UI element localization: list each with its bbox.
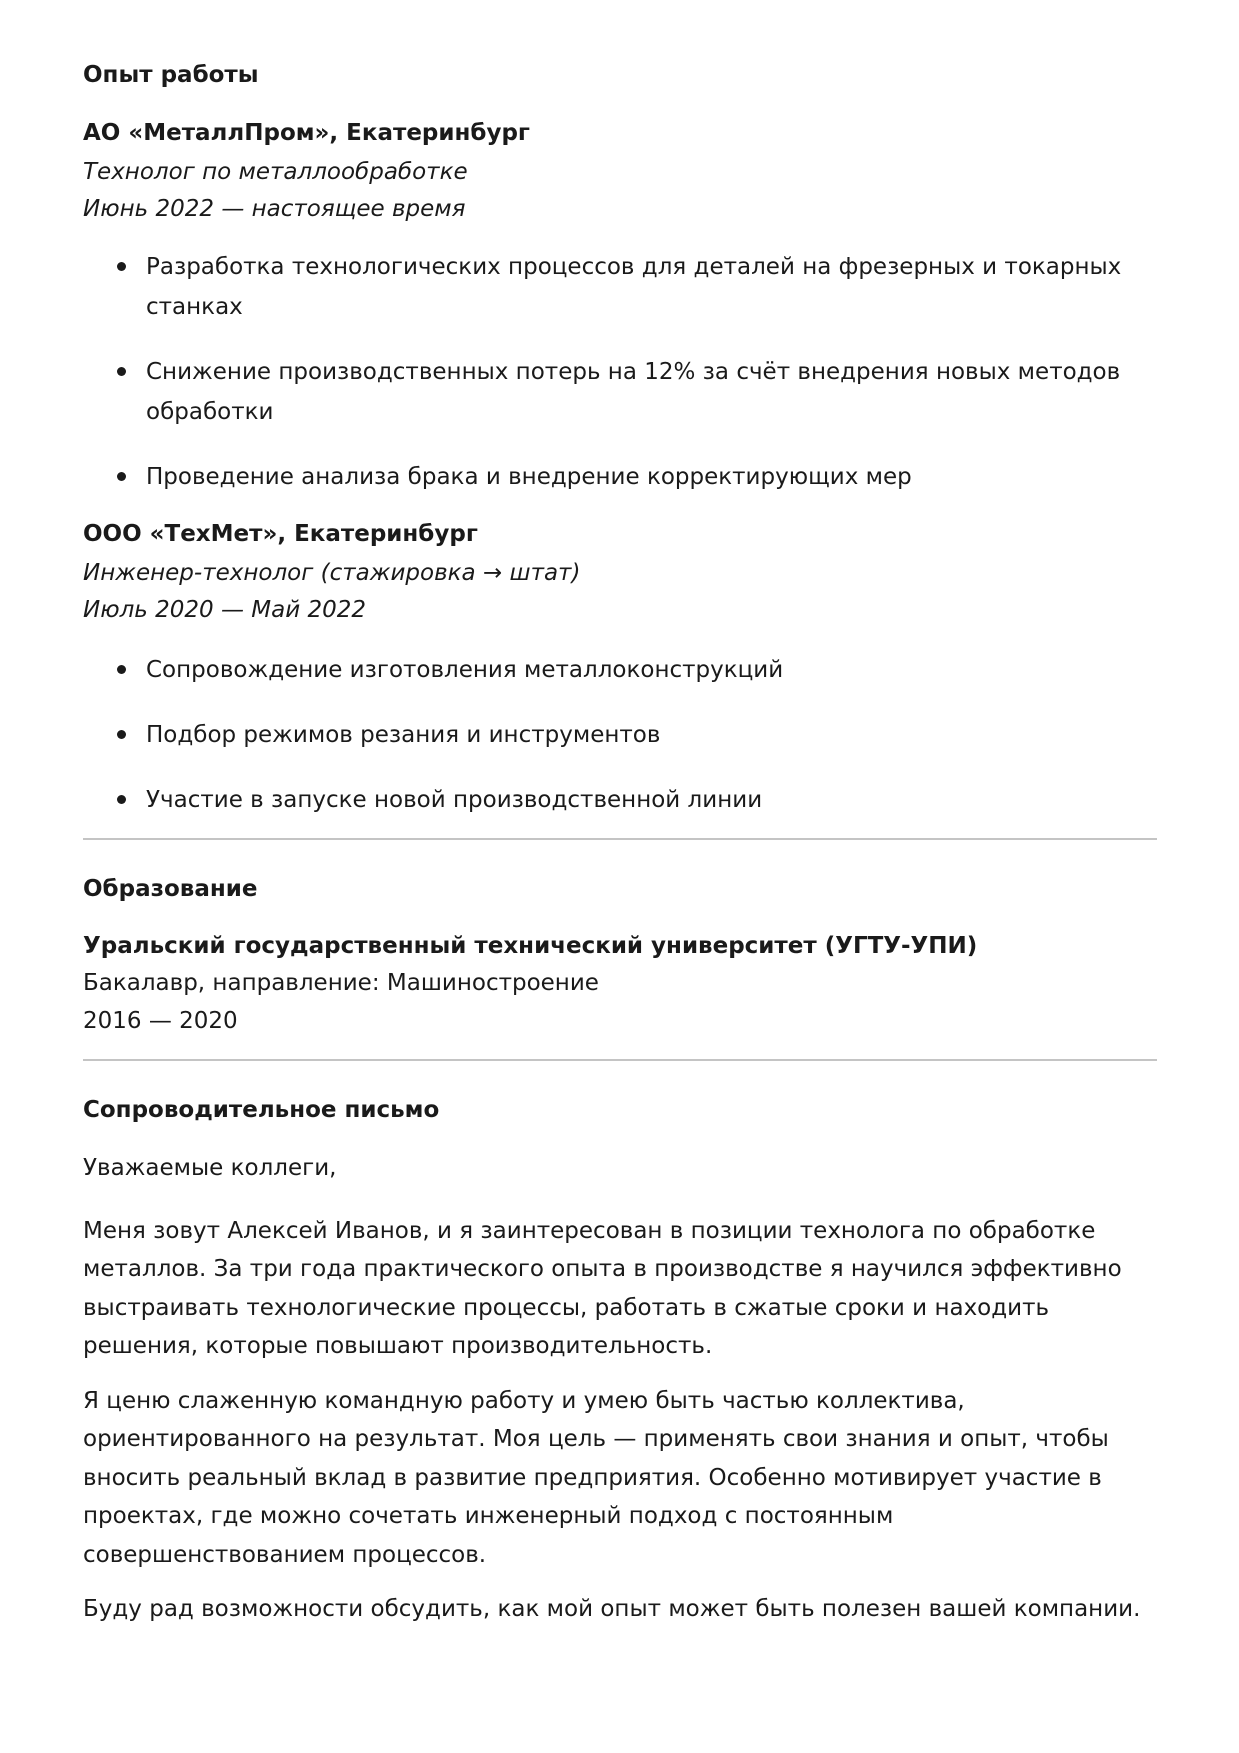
education-institution: Уральский государственный технический университет (УГТУ-УПИ) [83, 933, 978, 959]
education-heading: Образование [83, 876, 258, 902]
bullet-icon [117, 795, 126, 804]
list-item-text: Участие в запуске новой производственной линии [146, 787, 763, 813]
list-item [83, 715, 1157, 755]
job-org: АО «МеталлПром», Екатеринбург [83, 120, 530, 146]
education-degree: Бакалавр, направление: Машиностроение [83, 970, 599, 996]
list-item [83, 780, 1157, 820]
letter-paragraph: Меня зовут Алексей Иванов, и я заинтересован в позиции технолога по обработке металлов. За три года практического опыта в производстве я научился эффективно выстраивать технологические процессы, работать в сжатые сроки и находить решения, которые повышают производительность. [83, 1217, 1122, 1359]
section-divider [83, 838, 1157, 840]
list-item [83, 247, 1157, 327]
job-entry [83, 519, 1157, 820]
job-role: Инженер-технолог (стажировка → штат) [83, 560, 581, 586]
bullet-icon [117, 665, 126, 674]
bullet-icon [117, 472, 126, 481]
section-divider [83, 1059, 1157, 1061]
list-item [83, 650, 1157, 690]
education-period: 2016 — 2020 [83, 1008, 238, 1034]
job-org: ООО «ТехМет», Екатеринбург [83, 521, 478, 547]
list-item-text: Подбор режимов резания и инструментов [146, 722, 661, 748]
list-item-text: Сопровождение изготовления металлоконструкций [146, 657, 784, 683]
job-bullet-list [83, 247, 1157, 497]
letter-paragraph: Я ценю слаженную командную работу и умею быть частью коллектива, ориентированного на результат. Моя цель — применять свои знания и опыт, чтобы вносить реальный вклад в развитие предприятия. Особенно мотивирует участие в проектах, где можно сочетать инженерный подход с постоянным совершенствованием процессов. [83, 1387, 1109, 1568]
cover-letter-heading: Сопроводительное письмо [83, 1097, 440, 1123]
experience-heading: Опыт работы [83, 62, 259, 88]
education-entry [83, 931, 1157, 1041]
resume-page [83, 60, 1157, 1629]
list-item-text: Снижение производственных потерь на 12% за счёт внедрения новых методов обработки [146, 359, 1121, 425]
job-bullet-list [83, 650, 1157, 820]
list-item-text: Проведение анализа брака и внедрение корректирующих мер [146, 464, 912, 490]
job-entry [83, 118, 1157, 497]
letter-paragraph: Буду рад возможности обсудить, как мой опыт может быть полезен вашей компании. [83, 1596, 1141, 1622]
job-period: Июль 2020 — Май 2022 [83, 597, 367, 623]
list-item-text: Разработка технологических процессов для деталей на фрезерных и токарных станках [146, 254, 1122, 320]
job-period: Июнь 2022 — настоящее время [83, 196, 466, 222]
list-item [83, 352, 1157, 432]
job-role: Технолог по металлообработке [83, 159, 468, 185]
bullet-icon [117, 367, 126, 376]
bullet-icon [117, 730, 126, 739]
bullet-icon [117, 262, 126, 271]
letter-greeting: Уважаемые коллеги, [83, 1155, 337, 1181]
list-item [83, 457, 1157, 497]
